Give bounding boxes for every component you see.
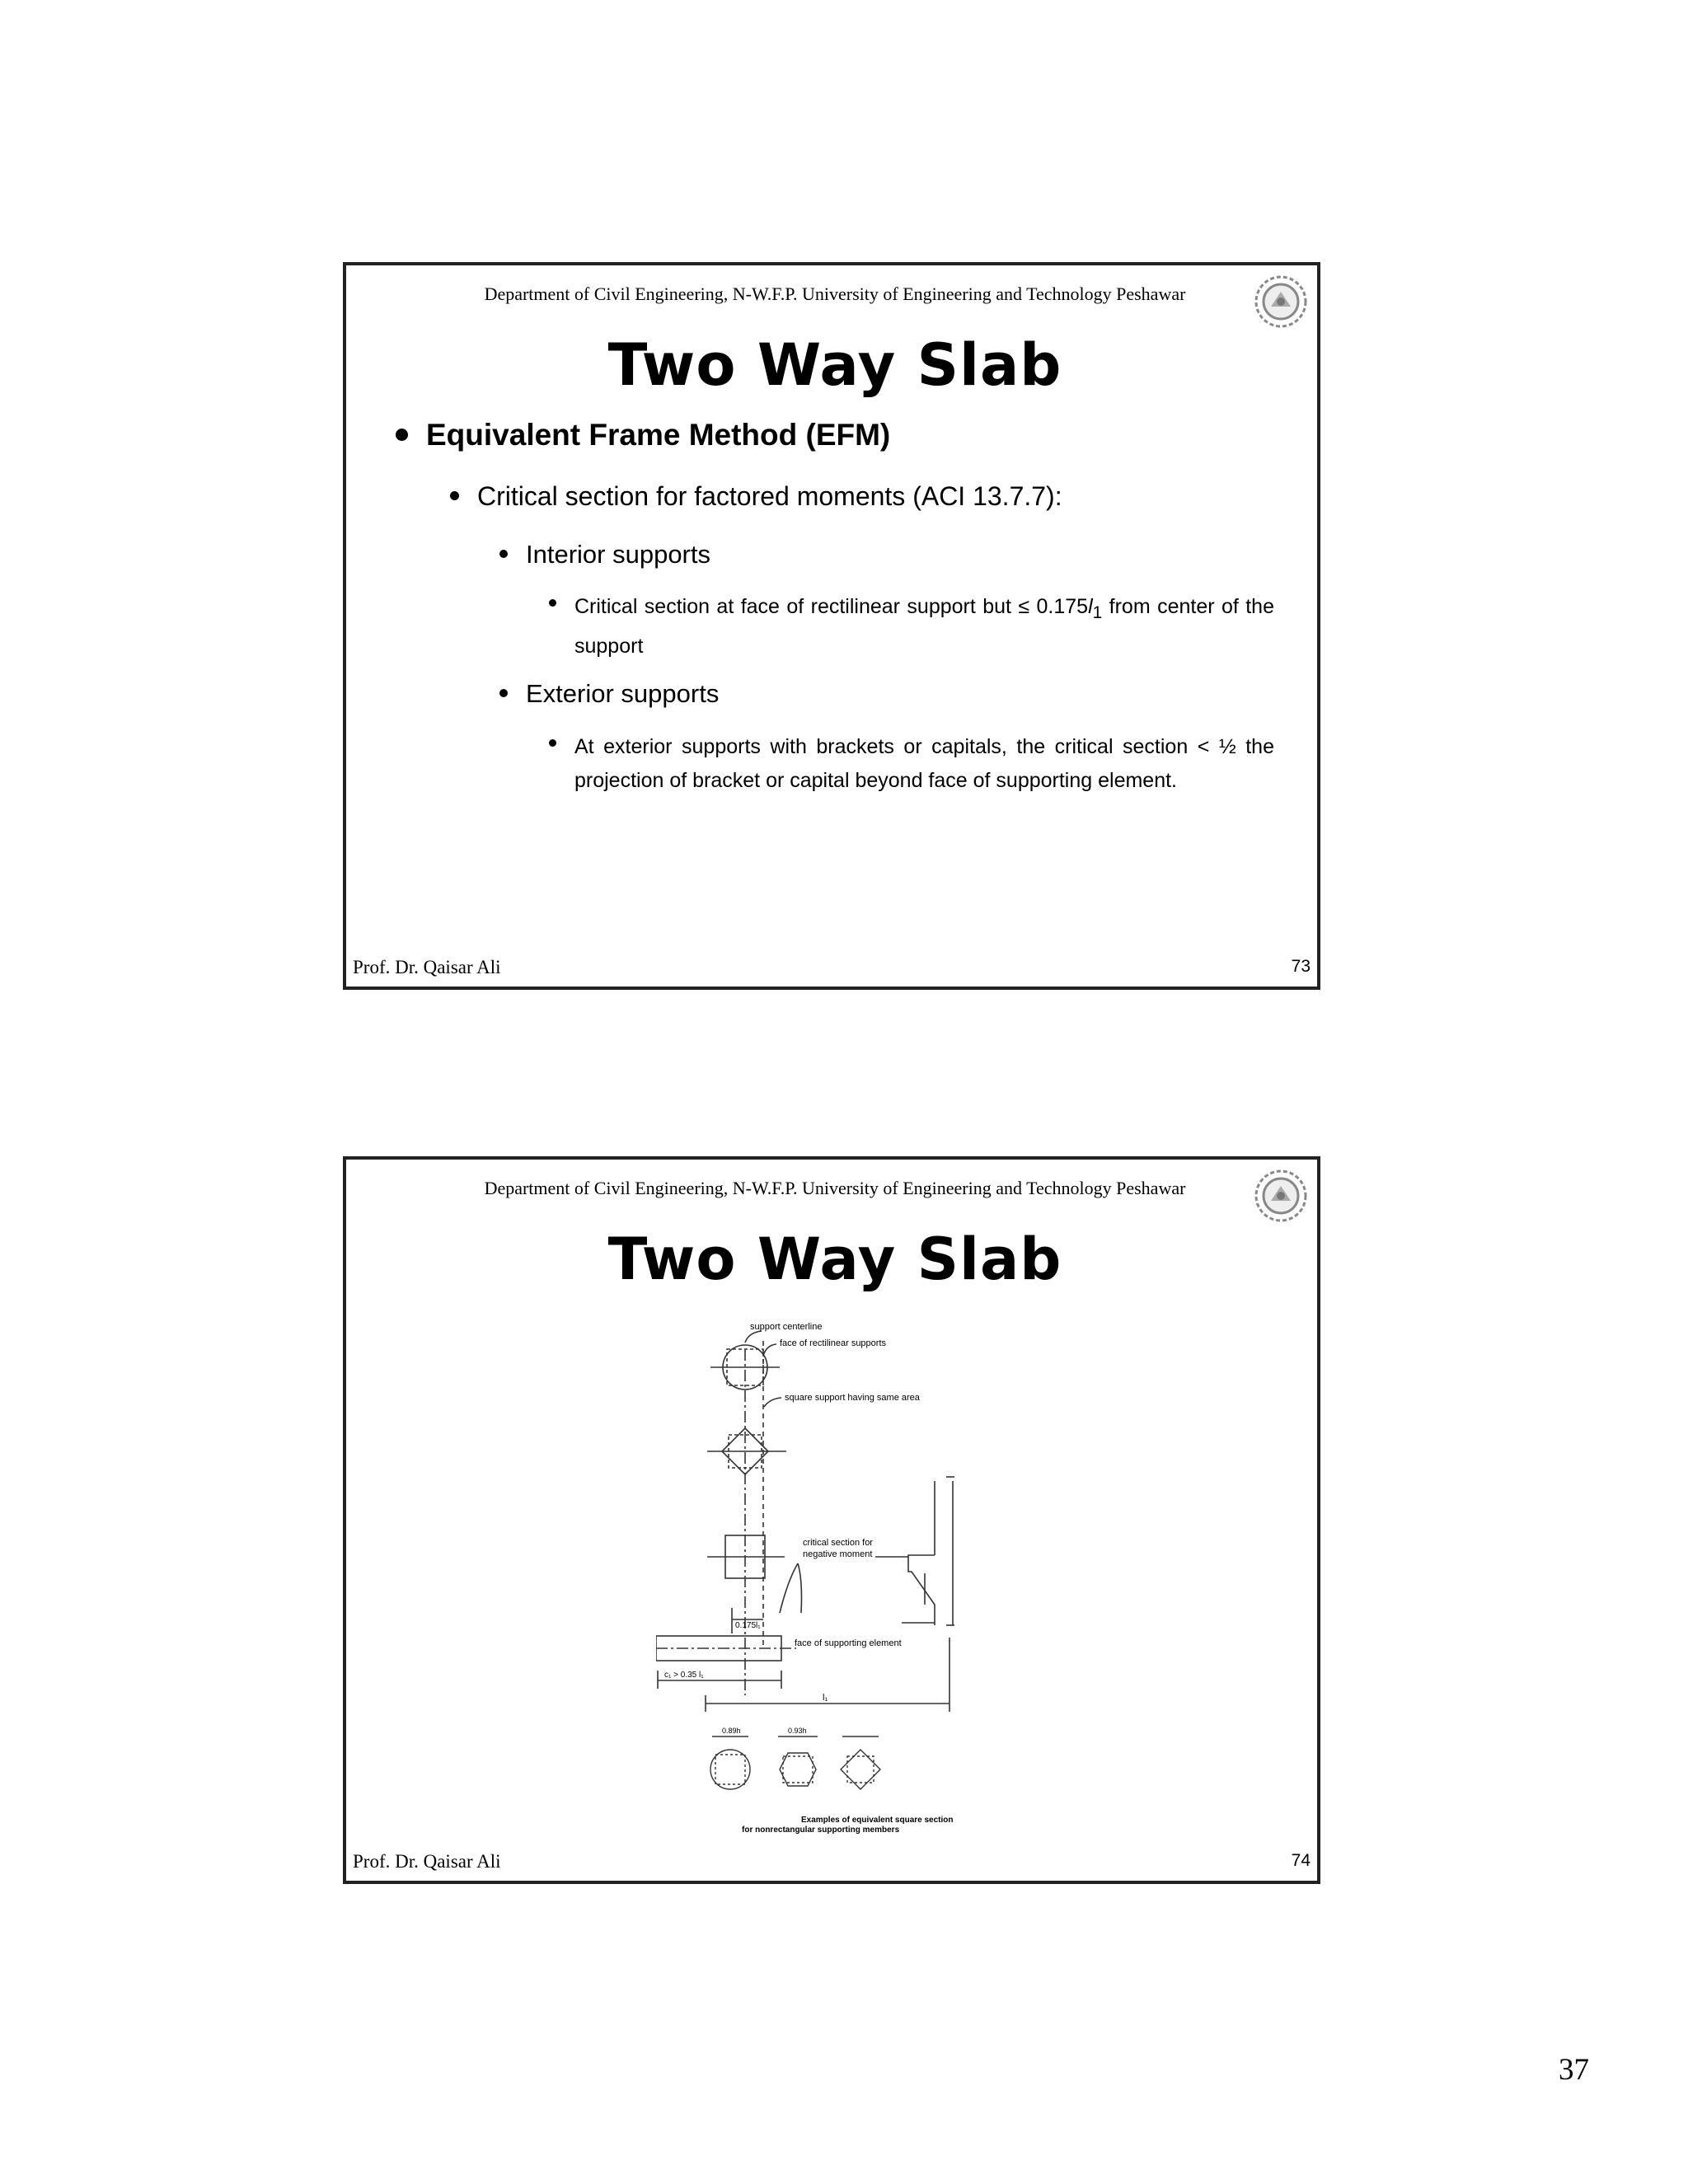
page-number: 37 [1559,2053,1589,2087]
slide-title: Two Way Slab [607,331,1062,399]
diagram-caption-1: Examples of equivalent square section [801,1816,954,1825]
slide-number: 74 [1291,1851,1311,1870]
bullet-critical-section: Critical section for factored moments (ACI 13.7.7): [450,481,1062,512]
critical-section-diagram [656,1308,1052,1844]
label-critical-section-2: negative moment [803,1549,873,1559]
label-093h: 0.93h [788,1727,807,1735]
bullet-dot [396,429,408,441]
label-square-support: square support having same area [785,1393,920,1403]
slide-author: Prof. Dr. Qaisar Ali [353,957,501,977]
slide-title: Two Way Slab [607,1226,1062,1293]
department-header: Department of Civil Engineering, N-W.F.P. University of Engineering and Technology Peshawar [484,284,1186,304]
bullet-dot [499,689,508,697]
label-face-rectilinear: face of rectilinear supports [780,1338,887,1348]
label-c1: c₁ > 0.35 l₁ [664,1671,704,1680]
label-l1: l₁ [823,1693,828,1703]
label-face-supporting: face of supporting element [795,1638,902,1648]
bullet-efm: Equivalent Frame Method (EFM) [396,418,890,452]
bullet-dot [499,550,508,558]
label-089h: 0.89h [722,1727,741,1735]
bullet-dot [450,491,459,500]
bullet-interior-supports: Interior supports [499,540,710,569]
university-logo [1250,1165,1312,1227]
university-logo [1250,270,1312,333]
bullet-interior-detail: Critical section at face of rectilinear support but ≤ $0.175l_1$ from center of the support [549,590,1274,663]
diagram-caption-2: for nonrectangular supporting members [742,1825,900,1835]
bullet-dot [549,599,556,607]
label-support-centerline: support centerline [750,1322,823,1332]
bullet-exterior-supports: Exterior supports [499,679,719,709]
slide-73 [343,262,1320,990]
label-critical-section-1: critical section for [803,1538,873,1548]
bullet-dot [549,739,556,747]
slide-author: Prof. Dr. Qaisar Ali [353,1851,501,1872]
department-header: Department of Civil Engineering, N-W.F.P. University of Engineering and Technology Peshawar [484,1178,1186,1198]
slide-74 [343,1156,1320,1884]
bullet-exterior-detail: At exterior supports with brackets or capitals, the critical section < ½ the projection of bracket or capital beyond face of supporting element. [549,730,1274,798]
label-0175l1: 0.175l₁ [735,1621,761,1630]
slide-number: 73 [1291,957,1311,976]
